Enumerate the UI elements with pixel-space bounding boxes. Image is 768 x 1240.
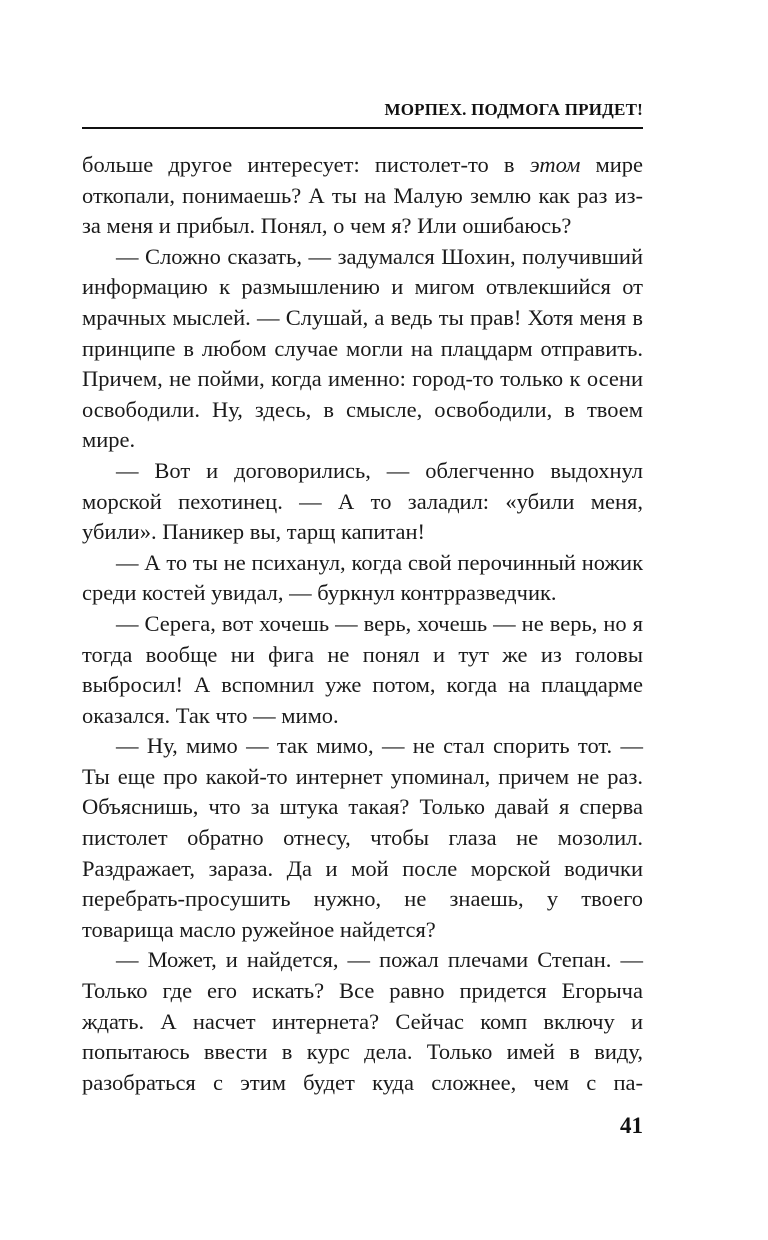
paragraph-3: — Вот и договорились, — облегченно выдохнул морской пехотинец. — А то заладил: «убили меня, убили». Паникер вы, тарщ капитан! [82, 457, 643, 545]
running-title: МОРПЕХ. ПОДМОГА ПРИДЕТ! [384, 100, 643, 119]
paragraph-4: — А то ты не психанул, когда свой перочинный ножик среди костей увидал, — буркнул контрразведчик. [82, 549, 643, 606]
paragraph-1-emphasis: этом [529, 152, 581, 177]
paragraph-1 [82, 150, 643, 242]
paragraph-1-text-before: больше другое интересует: пистолет-то в [82, 152, 530, 177]
body-text [82, 150, 643, 1098]
page-number: 41 [620, 1113, 643, 1138]
paragraph-5: — Серега, вот хочешь — верь, хочешь — не верь, но я тогда вообще ни фига не понял и тут же из головы выбросил! А вспомнил уже потом, когда на плацдарме оказался. Так что — мимо. [82, 610, 643, 728]
paragraph-1-text-after: мире откопали, понимаешь? А ты на Малую землю как раз из-за меня и прибыл. Понял, о чем я? Или ошибаюсь? [82, 152, 643, 239]
paragraph-6: — Ну, мимо — так мимо, — не стал спорить тот. — Ты еще про какой-то интернет упоминал, причем не раз. Объяснишь, что за штука такая? Только давай я сперва пистолет обратно отнесу, чтобы глаза не мозолил. Раздражает, зараза. Да и мой после морской водички перебрать-просушить нужно, не знаешь, у твоего товарища масло ружейное найдется? [82, 733, 643, 942]
paragraph-7: — Может, и найдется, — пожал плечами Степан. — Только где его искать? Все равно придется Егорыча ждать. А насчет интернета? Сейчас комп включу и попытаюсь ввести в курс дела. Только имей в виду, разобраться с этим будет куда сложнее, чем с па- [82, 947, 643, 1095]
paragraph-2: — Сложно сказать, — задумался Шохин, получивший информацию к размышлению и мигом отвлекшийся от мрачных мыслей. — Слушай, а ведь ты прав! Хотя меня в принципе в любом случае могли на плацдарм отправить. Причем, не пойми, когда именно: город-то только к осени освободили. Ну, здесь, в смысле, освободили, в твоем мире. [82, 243, 643, 453]
header-rule [82, 127, 643, 129]
